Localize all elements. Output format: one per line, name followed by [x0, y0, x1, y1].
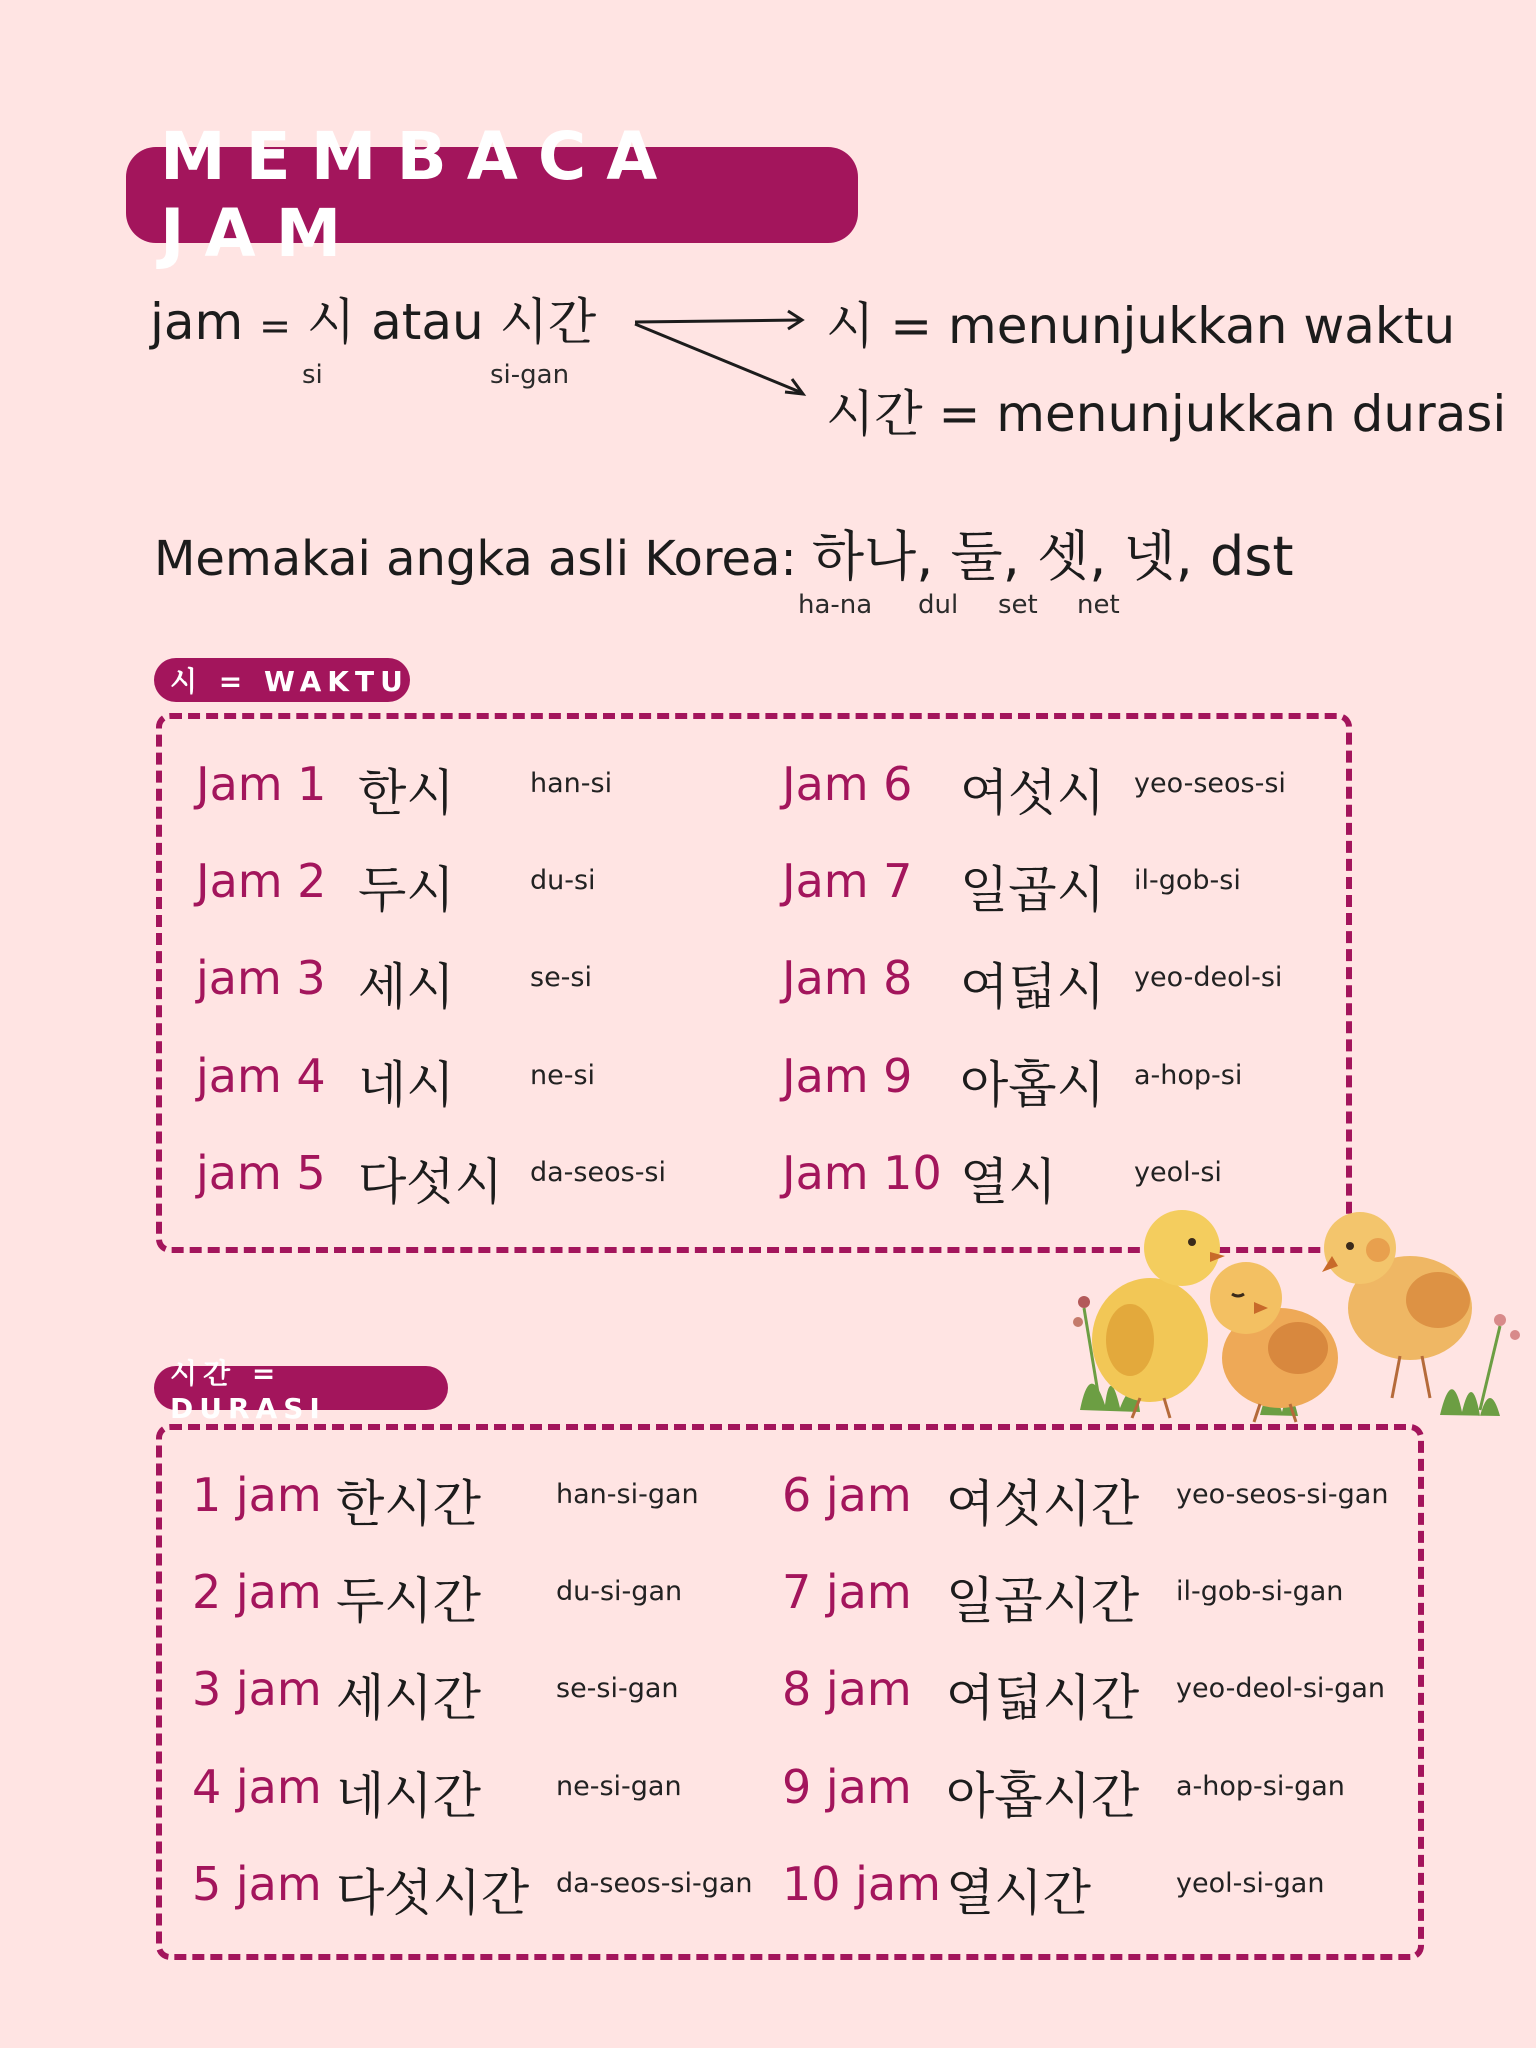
waktu-romanization: yeo-seos-si [1134, 768, 1286, 799]
waktu-korean: 세시 [358, 958, 455, 1016]
native-numbers-list: 하나, 둘, 셋, 넷, dst [811, 525, 1294, 588]
waktu-romanization: il-gob-si [1134, 865, 1241, 896]
meaning-durasi-kr: 시간 [826, 385, 923, 443]
section-label-waktu-text: 시 = WAKTU [170, 665, 409, 698]
durasi-korean: 여덟시간 [946, 1669, 1140, 1727]
durasi-korean: 아홉시간 [946, 1767, 1140, 1825]
durasi-num: 4 jam [192, 1760, 322, 1814]
waktu-num: Jam 9 [782, 1049, 913, 1103]
durasi-romanization: han-si-gan [556, 1479, 699, 1510]
section-label-durasi [154, 1356, 448, 1425]
waktu-num: Jam 2 [196, 854, 327, 908]
waktu-num: jam 5 [196, 1146, 326, 1200]
waktu-korean: 열시 [960, 1153, 1057, 1211]
waktu-romanization: du-si [530, 865, 596, 896]
durasi-num: 7 jam [782, 1565, 912, 1619]
intro-si: 시 [306, 293, 356, 351]
durasi-romanization: a-hop-si-gan [1176, 1771, 1345, 1802]
durasi-romanization: se-si-gan [556, 1673, 679, 1704]
intro-si-romanization: si [302, 360, 323, 390]
waktu-romanization: han-si [530, 768, 613, 799]
waktu-korean: 여덟시 [960, 958, 1105, 1016]
meaning-durasi-text: = menunjukkan durasi [938, 385, 1507, 443]
durasi-romanization: il-gob-si-gan [1176, 1576, 1344, 1607]
waktu-korean: 두시 [358, 861, 455, 919]
section-label-waktu [154, 658, 410, 702]
waktu-korean: 네시 [358, 1056, 455, 1114]
waktu-romanization: a-hop-si [1134, 1060, 1243, 1091]
native-rom-dul: dul [918, 590, 959, 620]
waktu-romanization: da-seos-si [530, 1157, 667, 1188]
waktu-korean: 일곱시 [960, 861, 1105, 919]
waktu-num: jam 4 [196, 1049, 326, 1103]
durasi-korean: 두시간 [336, 1572, 481, 1630]
waktu-romanization: se-si [530, 962, 592, 993]
durasi-num: 3 jam [192, 1662, 322, 1716]
durasi-korean: 여섯시간 [946, 1475, 1140, 1533]
waktu-korean: 여섯시 [960, 764, 1105, 822]
durasi-num: 1 jam [192, 1468, 322, 1522]
durasi-num: 5 jam [192, 1857, 322, 1911]
durasi-romanization: yeo-seos-si-gan [1176, 1479, 1389, 1510]
waktu-num: Jam 1 [196, 757, 327, 811]
waktu-romanization: yeo-deol-si [1134, 962, 1283, 993]
meaning-durasi [826, 374, 1506, 446]
durasi-num: 6 jam [782, 1468, 912, 1522]
durasi-num: 9 jam [782, 1760, 912, 1814]
native-rom-net: net [1077, 590, 1120, 620]
intro-sigan: 시간 [499, 293, 597, 351]
durasi-korean: 다섯시간 [336, 1864, 530, 1922]
waktu-num: Jam 8 [782, 951, 913, 1005]
durasi-korean: 세시간 [336, 1669, 481, 1727]
waktu-num: Jam 6 [782, 757, 913, 811]
durasi-korean: 열시간 [946, 1864, 1091, 1922]
durasi-num: 8 jam [782, 1662, 912, 1716]
baby-chicks-illustration [1060, 1190, 1530, 1430]
waktu-num: Jam 10 [782, 1146, 942, 1200]
waktu-korean: 다섯시 [358, 1153, 503, 1211]
waktu-num: Jam 7 [782, 854, 913, 908]
durasi-romanization: yeol-si-gan [1176, 1868, 1325, 1899]
waktu-romanization: yeol-si [1134, 1157, 1222, 1188]
native-numbers-label: Memakai angka asli Korea: [154, 531, 797, 587]
waktu-korean: 한시 [358, 764, 455, 822]
meaning-waktu-text: = menunjukkan waktu [890, 297, 1456, 355]
page-title: MEMBACA JAM [160, 118, 678, 272]
durasi-num: 2 jam [192, 1565, 322, 1619]
waktu-romanization: ne-si [530, 1060, 596, 1091]
intro-equals: = [259, 304, 291, 348]
durasi-romanization: da-seos-si-gan [556, 1868, 753, 1899]
waktu-korean: 아홉시 [960, 1056, 1105, 1114]
durasi-romanization: yeo-deol-si-gan [1176, 1673, 1385, 1704]
durasi-korean: 네시간 [336, 1767, 481, 1825]
section-label-durasi-text: 시간 = DURASI [170, 1356, 326, 1425]
durasi-korean: 한시간 [336, 1475, 481, 1533]
durasi-korean: 일곱시간 [946, 1572, 1140, 1630]
native-rom-hana: ha-na [798, 590, 873, 620]
meaning-waktu [826, 286, 1455, 358]
native-rom-set: set [998, 590, 1038, 620]
waktu-num: jam 3 [196, 951, 326, 1005]
durasi-num: 10 jam [782, 1857, 941, 1911]
intro-sigan-romanization: si-gan [490, 360, 570, 390]
meaning-waktu-kr: 시 [826, 297, 875, 355]
durasi-romanization: ne-si-gan [556, 1771, 682, 1802]
durasi-romanization: du-si-gan [556, 1576, 683, 1607]
intro-atau: atau [371, 293, 484, 351]
intro-jam: jam [150, 293, 244, 351]
native-numbers-line [154, 514, 1294, 591]
